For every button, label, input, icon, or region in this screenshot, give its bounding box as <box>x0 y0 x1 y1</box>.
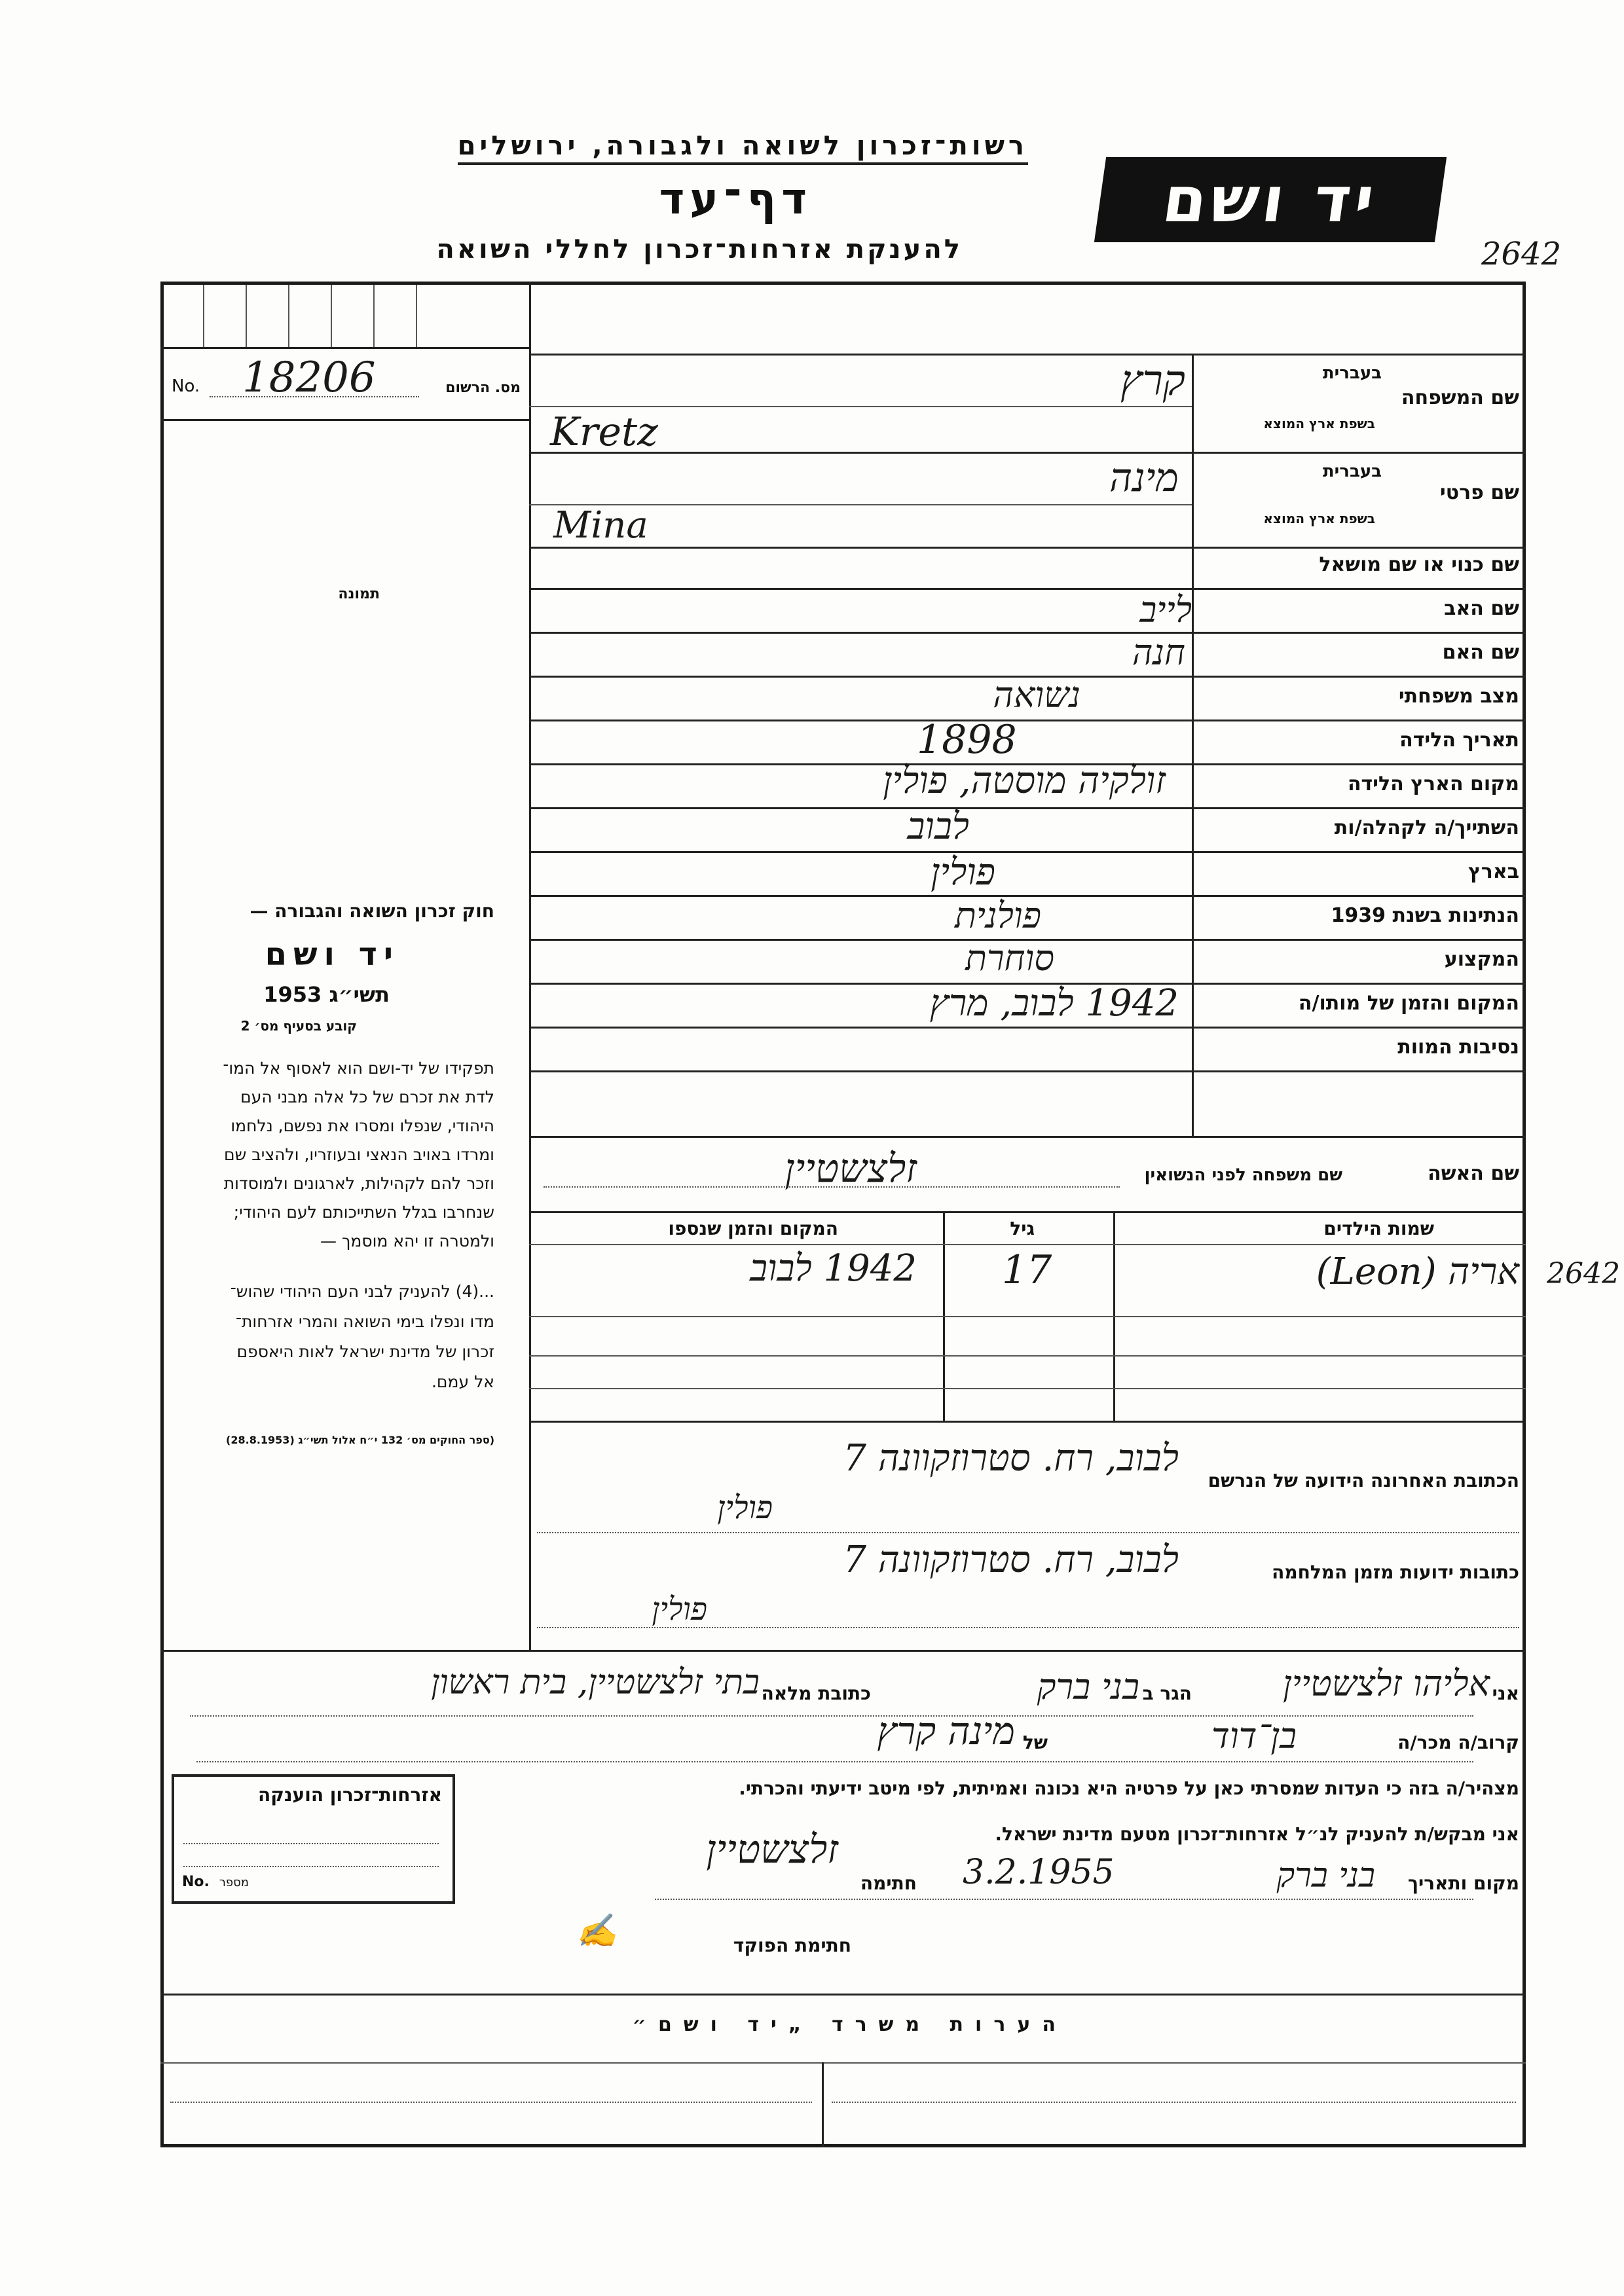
law-line: אל עמם. <box>431 1372 494 1391</box>
signature-label: חתימה <box>860 1872 917 1894</box>
law-line: תפקידו של יד-ושם הוא לאסוף אל המו־ <box>223 1059 494 1078</box>
law-line: וזכר להם לקהילות, לארגונים ולמוסדות <box>223 1174 494 1193</box>
declarant-name: אליהו זלצשטיין <box>1283 1663 1490 1704</box>
law-line: ולמטרה זו יהא מוסמך — <box>320 1231 494 1250</box>
law-year: תשי״ג 1953 <box>263 982 390 1007</box>
form-subtitle: להענקת אזרחות־זכרון לחללי השואה <box>436 234 963 264</box>
value-birth-place: זולקיה מוסטה, פולין <box>883 759 1166 802</box>
law-line: שנחרבו בגלל השתייכותם לעם היהודי; <box>233 1203 494 1222</box>
value-country: פולין <box>931 851 995 894</box>
value-death-place-time: 1942 לבוב, מרץ <box>929 982 1179 1025</box>
law-body-2 <box>154 1277 494 1397</box>
value-first-name-hebrew: מינה <box>1109 455 1179 501</box>
date-value: 3.2.1955 <box>963 1853 1115 1892</box>
children-col-age: גיל <box>1010 1218 1035 1239</box>
request-text: אני מבקש/ת להעניק לנ״ל אזרחות־זכרון מטעם מדינת ישראל. <box>995 1823 1519 1845</box>
value-family-name-local: Kretz <box>550 409 658 455</box>
form-title: דף־עד <box>659 173 812 224</box>
label-war-address: כתובות ידועות מזמן המלחמה <box>1272 1561 1519 1583</box>
citizenship-box-title: אזרחות־זכרון הוענקה <box>258 1784 442 1806</box>
place-date-label: מקום ותאריך <box>1407 1872 1519 1894</box>
law-line: לדת את זכרם של כל אלה מבני העם <box>240 1087 494 1106</box>
value-wife-maiden: זלצשטיין <box>784 1146 917 1192</box>
label-family-name-local: בשפת ארץ המוצא <box>1263 416 1375 431</box>
label-country: בארץ <box>1467 860 1519 883</box>
law-line: היהודי, שנפלו ומסרו את נפשם, נלחמו <box>231 1116 494 1135</box>
label-mother-name: שם האם <box>1442 641 1519 664</box>
children-col-names: שמות הילדים <box>1323 1218 1434 1239</box>
place-value: בני ברק <box>1276 1856 1375 1895</box>
value-first-name-local: Mina <box>553 504 648 547</box>
reg-no-label-he: מס. הרשום <box>445 380 521 396</box>
declarant-address-label: כתובת מלאה <box>761 1683 871 1704</box>
declarant-relation: בן־דוד <box>1211 1715 1297 1757</box>
label-first-name-local: בשפת ארץ המוצא <box>1263 511 1375 526</box>
label-marital-status: מצב משפחתי <box>1398 685 1519 708</box>
value-citizenship-1939: פולנית <box>954 895 1041 936</box>
value-birth-date: 1898 <box>917 717 1017 763</box>
child-death-place: 1942 לבוב <box>750 1247 917 1290</box>
declarant-of-value: מינה קרץ <box>877 1709 1015 1753</box>
label-first-name-hebrew: בעברית <box>1322 462 1382 481</box>
label-profession: המקצוע <box>1444 948 1519 971</box>
declarant-of-label: של <box>1022 1732 1048 1753</box>
value-family-name-hebrew: קרץ <box>1120 357 1185 405</box>
declarant-lives-label: הגר ב <box>1142 1683 1192 1704</box>
label-wife-maiden: שם משפחה לפני הנשואין <box>1144 1165 1342 1185</box>
label-community: השתייך/ה לקהלה/ות <box>1334 816 1519 839</box>
label-family-name: שם המשפחה <box>1401 386 1519 409</box>
value-father-name: לייב <box>1139 589 1192 630</box>
value-last-address-2: פולין <box>717 1489 773 1526</box>
label-birth-date: תאריך הלידה <box>1399 729 1519 752</box>
children-col-place: המקום והזמן שנספו <box>668 1218 838 1239</box>
side-number: 2642 <box>1547 1257 1620 1290</box>
org-name: רשות־זכרון לשואה ולגבורה, ירושלים <box>458 131 1028 165</box>
citizenship-box-no-he: מספר <box>219 1876 249 1889</box>
label-death-place-time: המקום והזמן של מותו/ה <box>1298 992 1519 1015</box>
logo-text: יד ושם <box>1158 163 1383 236</box>
reg-no-value: 18206 <box>242 354 376 402</box>
value-community: לבוב <box>907 805 969 848</box>
label-citizenship-1939: הנתינות בשנת 1939 <box>1331 904 1519 927</box>
law-clause: קובע בסעיף מס׳ 2 <box>240 1018 357 1034</box>
law-line: זכרון של מדינת ישראל לאות היאספם <box>236 1342 494 1361</box>
law-citation: (ספר החוקים מס׳ 132 י״ח אלול תשי״ג (28.8.1953) <box>226 1434 494 1446</box>
law-line: ...(4) להעניק לבני העם היהודי שהוש־ <box>230 1282 494 1301</box>
label-father-name: שם האב <box>1444 597 1519 620</box>
officer-signature: ✍ <box>576 1912 618 1950</box>
law-line: מדו ונפלו בימי השואה והמרי אזרחות־ <box>235 1312 494 1331</box>
law-line: ומרדו באויב הנאצי ובעוזריו, ולהציב שם <box>224 1145 494 1164</box>
declarant-prefix: אני <box>1492 1683 1519 1704</box>
law-name: יד ושם <box>265 936 399 973</box>
declaration-text: מצהיר/ה בזה כי העדות שמסרתי כאן על פרטיה היא נכונה ואמיתית, לפי מיטב ידיעתי והכרתי. <box>739 1777 1519 1799</box>
label-family-name-hebrew: בעברית <box>1322 363 1382 383</box>
value-marital-status: נשואה <box>993 674 1080 716</box>
signature-value: זלצשטיין <box>706 1827 838 1872</box>
child-age: 17 <box>1002 1247 1052 1293</box>
value-war-address-2: פולין <box>652 1591 707 1628</box>
photo-label: תמונה <box>338 586 380 602</box>
law-body <box>154 1054 494 1256</box>
label-first-name: שם פרטי <box>1439 481 1519 504</box>
declarant-address: בתי זלצשטיין, בית ראשון <box>431 1663 760 1702</box>
office-notes-title: הערות משרד „יד ושם״ <box>632 2013 1067 2036</box>
reg-no-label: No. <box>172 376 200 396</box>
value-war-address: לבוב, רח. סטרוזקוונה 7 <box>843 1539 1179 1581</box>
corner-number: 2642 <box>1481 236 1562 272</box>
label-nickname: שם כנוי או שם מושאל <box>1319 553 1519 576</box>
officer-signature-label: חתימת הפוקד <box>733 1935 851 1956</box>
left-column-divider <box>529 282 531 1650</box>
citizenship-box-no: No. <box>182 1874 210 1890</box>
declarant-relation-label: קרוב/ה מכר/ה <box>1397 1732 1519 1753</box>
value-mother-name: חנה <box>1132 632 1185 673</box>
label-birth-place: מקום הארץ הלידה <box>1347 773 1519 795</box>
law-title: חוק זכרון השואה והגבורה — <box>249 900 494 922</box>
yad-vashem-logo <box>1094 157 1447 242</box>
label-wife: שם האשה <box>1428 1162 1519 1185</box>
declarant-city: בני ברק <box>1037 1666 1139 1707</box>
value-last-address: לבוב, רח. סטרוזקוונה 7 <box>843 1437 1179 1480</box>
child-name: אריה (Leon) <box>1316 1250 1519 1293</box>
label-death-circumstances: נסיבות המוות <box>1397 1036 1519 1059</box>
label-last-address: הכתובת האחרונה הידועה של הנרשם <box>1208 1470 1519 1491</box>
value-profession: סוחרת <box>965 938 1054 979</box>
